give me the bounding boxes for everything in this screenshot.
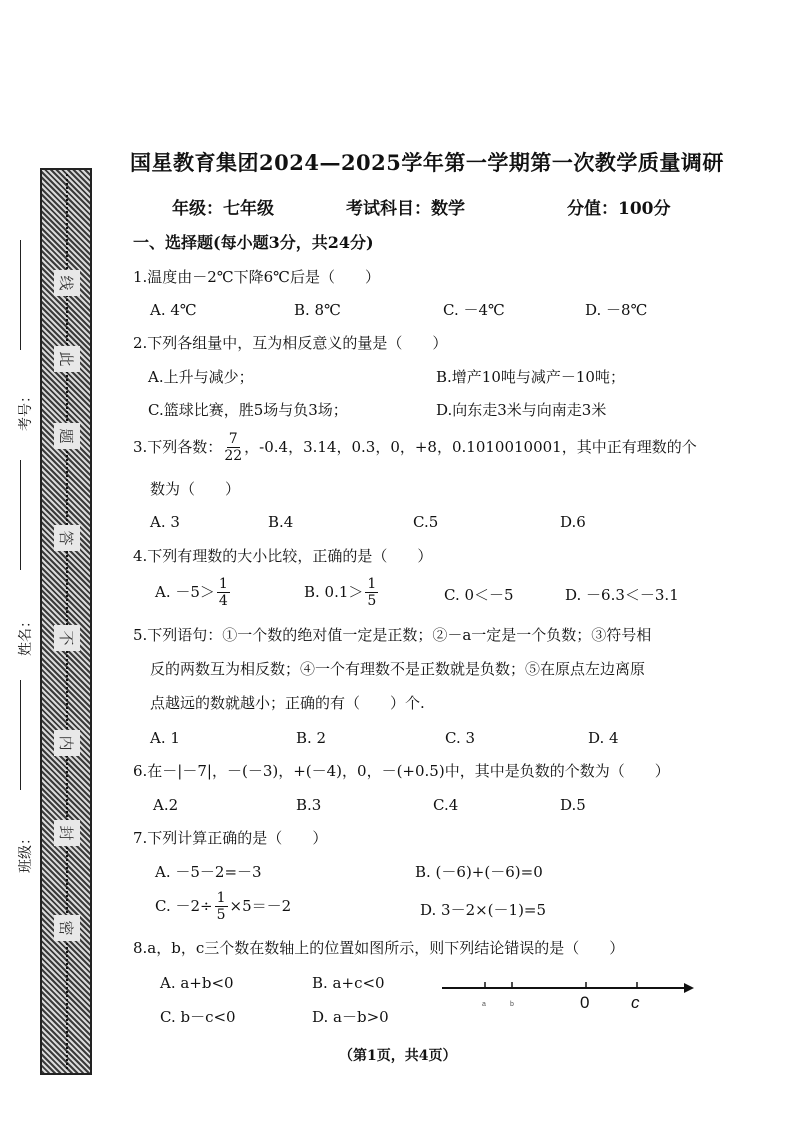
q1-option-a: A. 4℃ <box>150 301 197 319</box>
question-5-line3: 点越远的数就越小；正确的有（ ）个. <box>150 694 425 712</box>
seal-char: 线 <box>54 270 80 296</box>
label-zero: 0 <box>580 993 590 1012</box>
q5-option-a: A. 1 <box>150 729 180 747</box>
q1-option-d: D. －8℃ <box>585 301 648 319</box>
q3-option-a: A. 3 <box>150 513 180 531</box>
q7-option-d: D. 3－2×(－1)=5 <box>420 901 547 919</box>
q7-option-a: A. －5－2=－3 <box>155 863 262 881</box>
q4-b-fraction <box>365 577 378 608</box>
name-line <box>20 460 21 570</box>
q6-option-c: C.4 <box>433 796 459 814</box>
page-footer: （第1页，共4页） <box>339 1048 457 1064</box>
fraction-denominator: 5 <box>367 593 377 609</box>
seal-char: 封 <box>54 820 80 846</box>
class-label: 班级： <box>18 831 34 873</box>
exam-no-line <box>20 240 21 350</box>
label-b: b <box>510 1001 514 1008</box>
q8-option-b: B. a+c<0 <box>312 974 385 992</box>
q4-a-pre: A. －5＞ <box>155 583 215 601</box>
q1-option-c: C. －4℃ <box>443 301 505 319</box>
question-8-stem: 8.a，b，c三个数在数轴上的位置如图所示，则下列结论错误的是（ ） <box>133 939 625 957</box>
q8-option-c: C. b－c<0 <box>160 1008 236 1026</box>
question-5-line1: 5.下列语句：①一个数的绝对值一定是正数；②－a一定是一个负数；③符号相 <box>133 626 652 644</box>
q7-option-b: B. (－6)+(－6)=0 <box>415 863 543 881</box>
q3-option-b: B.4 <box>268 513 294 531</box>
q2-option-c: C.篮球比赛，胜5场与负3场； <box>148 401 348 419</box>
seal-char: 内 <box>54 730 80 756</box>
q3-stem-pre: 3.下列各数： <box>133 438 223 456</box>
q5-option-b: B. 2 <box>296 729 327 747</box>
fraction-numerator: 1 <box>367 576 377 592</box>
q2-option-b: B.增产10吨与减产－10吨； <box>436 368 625 386</box>
number-line <box>440 972 700 1022</box>
q3-option-d: D.6 <box>560 513 586 531</box>
grade-label: 年级：七年级 <box>172 199 274 219</box>
q7-c-post: ×5＝－2 <box>229 897 292 915</box>
fraction-denominator: 5 <box>216 907 226 923</box>
seal-char: 题 <box>54 423 80 449</box>
q4-option-c: C. 0＜－5 <box>444 586 514 604</box>
q5-option-d: D. 4 <box>588 729 619 747</box>
section-title: 一、选择题(每小题3分，共24分) <box>133 233 374 252</box>
class-line <box>20 680 21 790</box>
q4-a-fraction <box>217 577 230 608</box>
q2-option-d: D.向东走3米与向南走3米 <box>436 401 607 419</box>
fraction-numerator: 1 <box>218 576 228 592</box>
seal-char: 答 <box>54 525 80 551</box>
q3-fraction <box>224 432 242 463</box>
q3-option-c: C.5 <box>413 513 439 531</box>
question-3-stem <box>133 432 697 463</box>
number-line-arrow <box>684 983 694 993</box>
question-5-line2: 反的两数互为相反数；④一个有理数不是正数就是负数；⑤在原点左边离原 <box>150 660 646 678</box>
q7-c-pre: C. －2÷ <box>155 897 213 915</box>
subject-label: 考试科目：数学 <box>346 199 465 219</box>
q4-option-a <box>155 577 232 608</box>
q4-option-d: D. －6.3＜－3.1 <box>565 586 679 604</box>
question-1-stem: 1.温度由－2℃下降6℃后是（ ） <box>133 268 380 286</box>
q5-option-c: C. 3 <box>445 729 476 747</box>
seal-char: 不 <box>54 625 80 651</box>
seal-char: 密 <box>54 915 80 941</box>
fraction-denominator: 4 <box>218 593 228 609</box>
fraction-numerator: 7 <box>228 431 238 447</box>
label-c: c <box>631 993 640 1012</box>
binding-strip <box>40 168 92 1075</box>
exam-no-label: 考号： <box>18 389 34 431</box>
question-7-stem: 7.下列计算正确的是（ ） <box>133 829 328 847</box>
label-a: a <box>482 1001 486 1008</box>
question-4-stem: 4.下列有理数的大小比较，正确的是（ ） <box>133 547 433 565</box>
q8-option-a: A. a+b<0 <box>160 974 234 992</box>
q6-option-b: B.3 <box>296 796 322 814</box>
fraction-denominator: 22 <box>224 448 243 464</box>
q3-stem-post: ，-0.4，3.14，0.3，0，+8，0.1010010001，其中正有理数的个 <box>244 438 697 456</box>
q8-option-d: D. a－b>0 <box>312 1008 389 1026</box>
q1-option-b: B. 8℃ <box>294 301 341 319</box>
seal-char: 此 <box>54 346 80 372</box>
question-3-stem-line2: 数为（ ） <box>150 480 241 498</box>
question-2-stem: 2.下列各组量中，互为相反意义的量是（ ） <box>133 334 448 352</box>
q4-b-pre: B. 0.1＞ <box>304 583 364 601</box>
exam-title: 国星教育集团2024—2025学年第一学期第一次教学质量调研 <box>130 150 724 175</box>
name-label: 姓名： <box>18 614 34 656</box>
q6-option-d: D.5 <box>560 796 586 814</box>
q7-c-fraction <box>215 891 228 922</box>
q7-option-c <box>155 891 291 922</box>
question-6-stem: 6.在－|－7|，－(－3)，+(－4)，0，－(+0.5)中，其中是负数的个数为（ ） <box>133 762 670 780</box>
q4-option-b <box>304 577 380 608</box>
q2-option-a: A.上升与减少； <box>148 368 254 386</box>
fraction-numerator: 1 <box>216 890 226 906</box>
score-label: 分值：100分 <box>567 199 671 219</box>
q6-option-a: A.2 <box>153 796 179 814</box>
